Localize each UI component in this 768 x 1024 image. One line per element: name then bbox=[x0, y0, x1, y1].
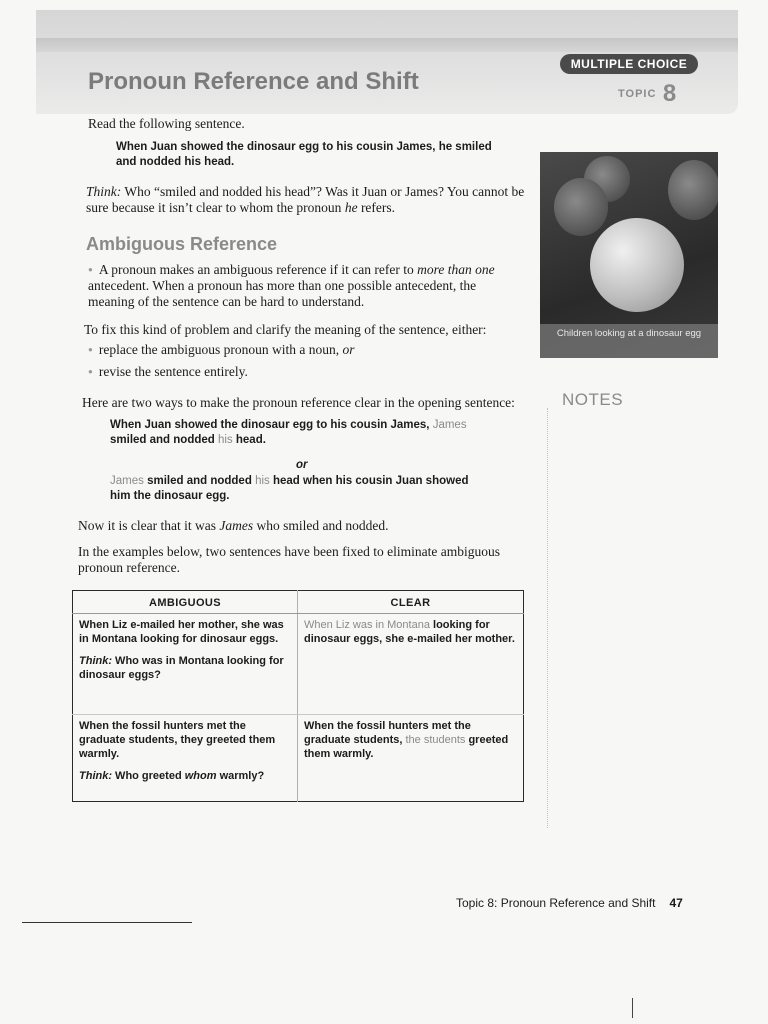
fix-1-text: replace the ambiguous pronoun with a noun, bbox=[98, 342, 343, 357]
page-title: Pronoun Reference and Shift bbox=[88, 68, 419, 95]
now-clear-em: James bbox=[219, 518, 254, 533]
page-edge-mark bbox=[632, 998, 633, 1018]
think-label: Think: bbox=[79, 770, 112, 782]
page-number: 47 bbox=[669, 896, 683, 910]
think-paragraph bbox=[86, 184, 526, 216]
ex2-text-a: smiled and nodded bbox=[143, 475, 256, 487]
now-clear bbox=[78, 518, 538, 534]
now-clear-b: who smiled and nodded. bbox=[253, 518, 389, 533]
think-text: Who was in Montana looking for dinosaur eggs? bbox=[79, 655, 284, 681]
or-separator bbox=[296, 458, 308, 473]
think-end: refers. bbox=[357, 200, 396, 215]
example-sentence: When Juan showed the dinosaur egg to his cousin James, he smiled and nodded his head. bbox=[116, 141, 492, 168]
fix-2-text: revise the sentence entirely. bbox=[98, 364, 248, 379]
child-face bbox=[554, 178, 608, 236]
header-clear: CLEAR bbox=[298, 591, 524, 614]
topic-marker bbox=[618, 80, 676, 108]
two-ways-intro: Here are two ways to make the pronoun reference clear in the opening sentence: bbox=[82, 395, 515, 410]
bullet-dot bbox=[88, 262, 99, 277]
examples-intro: In the examples below, two sentences have been fixed to eliminate ambiguous pronoun reference. bbox=[78, 544, 500, 575]
ambiguous-cell bbox=[73, 715, 298, 802]
think-text-a: Who greeted bbox=[112, 770, 185, 782]
think-label: Think: bbox=[79, 655, 112, 667]
table-row bbox=[73, 715, 524, 802]
ex1-noun: James bbox=[432, 419, 467, 431]
definition-bullet bbox=[88, 262, 520, 310]
clear-sentence-rest: looking for dinosaur eggs, she e-mailed her mother. bbox=[304, 619, 515, 645]
revised-example-1 bbox=[110, 418, 490, 448]
definition-text-a: A pronoun makes an ambiguous reference if it can refer to bbox=[98, 262, 418, 277]
photo-caption: Children looking at a dinosaur egg bbox=[540, 324, 718, 358]
fix-bullet-1 bbox=[88, 342, 355, 358]
revised-example-2 bbox=[110, 474, 490, 504]
fix-bullet-2 bbox=[88, 364, 248, 380]
photo bbox=[540, 152, 718, 358]
ex1-text-a: When Juan showed the dinosaur egg to his cousin James, bbox=[110, 419, 433, 431]
ambiguous-sentence: When Liz e-mailed her mother, she was in Montana looking for dinosaur eggs. bbox=[79, 619, 284, 645]
think-question bbox=[79, 769, 291, 783]
ex1-text-b: smiled and nodded bbox=[110, 434, 218, 446]
clear-sentence-end: greeted them warmly. bbox=[304, 734, 509, 760]
dinosaur-egg-image bbox=[590, 218, 684, 312]
ex1-text-c: head. bbox=[232, 434, 266, 446]
now-clear-a: Now it is clear that it was bbox=[78, 518, 220, 533]
examples-table bbox=[72, 590, 524, 802]
multiple-choice-badge: MULTIPLE CHOICE bbox=[560, 54, 698, 74]
topic-label: TOPIC bbox=[618, 88, 657, 100]
think-question bbox=[79, 654, 291, 682]
ex2-noun: James bbox=[110, 475, 144, 487]
think-whom: whom bbox=[184, 770, 217, 782]
read-instruction: Read the following sentence. bbox=[88, 116, 245, 131]
fix-1-or: or bbox=[342, 342, 355, 357]
ex2-text-b: head when his cousin Juan showed him the dinosaur egg. bbox=[110, 475, 469, 502]
or-text: or bbox=[296, 459, 308, 471]
definition-emphasis: more than one bbox=[417, 262, 495, 277]
think-label: Think: bbox=[86, 184, 122, 199]
child-face bbox=[668, 160, 718, 220]
clear-revised-part: When Liz was in Montana bbox=[304, 619, 430, 631]
notes-divider bbox=[547, 408, 548, 828]
fix-intro: To fix this kind of problem and clarify the meaning of the sentence, either: bbox=[84, 322, 487, 337]
footer-rule bbox=[22, 922, 192, 923]
ambiguous-cell bbox=[73, 614, 298, 715]
clear-revised-part: the students bbox=[405, 734, 466, 746]
bullet-dot bbox=[88, 364, 99, 379]
section-heading: Ambiguous Reference bbox=[86, 234, 278, 254]
table-row bbox=[73, 614, 524, 715]
think-text: Who “smiled and nodded his head”? Was it Juan or James? You cannot be sure because it isn’t clear to whom the pronoun bbox=[86, 184, 525, 215]
clear-cell bbox=[298, 715, 524, 802]
ambiguous-sentence: When the fossil hunters met the graduate students, they greeted them warmly. bbox=[79, 720, 276, 760]
topic-number: 8 bbox=[662, 80, 677, 107]
clear-cell bbox=[298, 614, 524, 715]
clear-sentence-start: When the fossil hunters met the graduate students, bbox=[304, 720, 471, 746]
header-ambiguous: AMBIGUOUS bbox=[73, 591, 298, 614]
definition-text-b: antecedent. When a pronoun has more than one possible antecedent, the meaning of the sentence can be hard to understand. bbox=[88, 278, 477, 309]
think-text-b: warmly? bbox=[216, 770, 265, 782]
footer-title: Topic 8: Pronoun Reference and Shift bbox=[456, 896, 656, 910]
page-footer bbox=[456, 896, 683, 910]
ex1-pronoun: his bbox=[217, 434, 233, 446]
ex2-pronoun: his bbox=[255, 475, 270, 487]
notes-heading: NOTES bbox=[562, 390, 624, 409]
bullet-dot bbox=[88, 342, 99, 357]
think-pronoun: he bbox=[344, 200, 358, 215]
